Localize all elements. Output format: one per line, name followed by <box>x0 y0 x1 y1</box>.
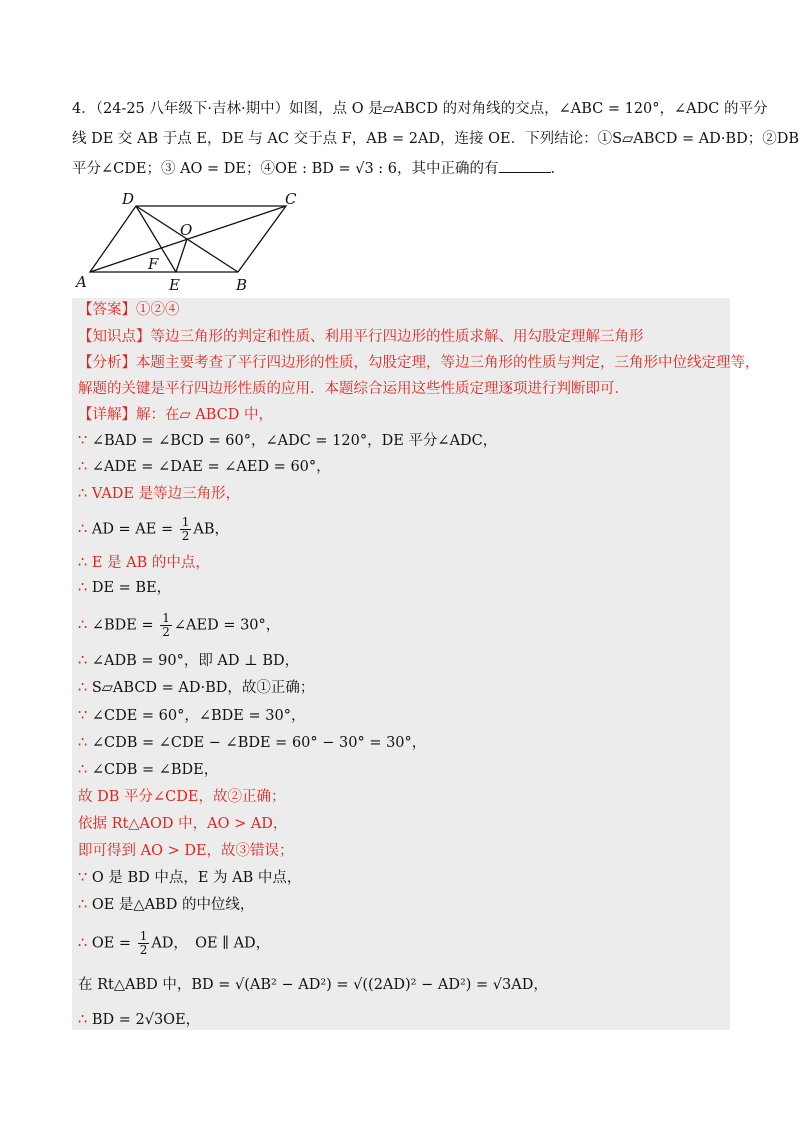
problem-statement <box>72 94 799 184</box>
parallelogram-figure <box>72 186 312 296</box>
label-f: F <box>148 255 159 273</box>
step-11: ∴ ∠CDB = ∠CDE − ∠BDE = 60° − 30° = 30°， <box>78 735 427 751</box>
step-9: ∴ S▱ABCD = AD·BD，故①正确； <box>78 680 315 696</box>
step-4: ∴ AD = AE = $\frac{1}{2}$ AB， <box>78 515 230 543</box>
step-16: ∵ O 是 BD 中点，E 为 AB 中点， <box>78 870 302 886</box>
step-19: 在 Rt△ABD 中，BD = √(AB² − AD²) = √((2AD)² − AD²) = √3AD， <box>78 977 548 993</box>
step-17: ∴ OE 是△ABD 的中位线， <box>78 897 255 913</box>
analysis-line-2: 解题的关键是平行四边形性质的应用．本题综合运用这些性质定理逐项进行判断即可． <box>78 381 629 397</box>
problem-line-3-text: 平分∠CDE；③ AO = DE；④OE : BD = √3 : 6，其中正确的有 <box>72 161 499 177</box>
fraction-half-3: $\frac{1}{2}$ <box>139 929 148 957</box>
step-20: ∴ BD = 2√3OE， <box>78 1012 201 1028</box>
step-1: ∵ ∠BAD = ∠BCD = 60°，∠ADC = 120°，DE 平分∠ADC， <box>78 433 498 449</box>
problem-line-1: 4．（24-25 八年级下·吉林·期中）如图，点 O 是▱ABCD 的对角线的交点，∠ABC = 120°，∠ADC 的平分 <box>72 101 768 117</box>
step-3: ∴ VADE 是等边三角形， <box>78 486 241 502</box>
step-13: 故 DB 平分∠CDE，故②正确； <box>78 789 286 805</box>
step-14: 依据 Rt△AOD 中，AO > AD， <box>78 816 288 832</box>
label-d: D <box>122 190 135 208</box>
detail-line: 【详解】解：在▱ ABCD 中， <box>78 407 273 423</box>
fraction-half: $\frac{1}{2}$ <box>181 515 190 543</box>
label-c: C <box>285 190 297 208</box>
segment-oe <box>176 239 187 272</box>
problem-line-3-end: ． <box>550 161 566 177</box>
step-8: ∴ ∠ADB = 90°，即 AD ⊥ BD， <box>78 653 300 669</box>
answer-line: 【答案】①②④ <box>78 302 180 318</box>
step-6: ∴ DE = BE， <box>78 580 172 596</box>
step-18: ∴ OE = $\frac{1}{2}$ AD， OE ∥ AD， <box>78 929 271 957</box>
step-12: ∴ ∠CDB = ∠BDE， <box>78 762 219 778</box>
knowledge-line: 【知识点】等边三角形的判定和性质、利用平行四边形的性质求解、用勾股定理解三角形 <box>78 329 644 345</box>
answer-blank <box>499 158 551 173</box>
problem-line-3 <box>72 154 732 184</box>
step-10: ∵ ∠CDE = 60°，∠BDE = 30°， <box>78 708 306 724</box>
label-b: B <box>236 276 248 294</box>
step-5: ∴ E 是 AB 的中点， <box>78 555 210 571</box>
step-15: 即可得到 AO > DE，故③错误； <box>78 843 294 859</box>
problem-line-2: 线 DE 交 AB 于点 E，DE 与 AC 交于点 F，AB = 2AD，连接 OE．下列结论：①S▱ABCD = AD·BD；②DB <box>72 131 799 147</box>
analysis-line-1: 【分析】本题主要考查了平行四边形的性质，勾股定理，等边三角形的性质与判定，三角形中位线定理等， <box>78 355 760 371</box>
label-e: E <box>169 276 180 294</box>
step-2: ∴ ∠ADE = ∠DAE = ∠AED = 60°， <box>78 459 331 475</box>
label-a: A <box>76 273 87 291</box>
step-7: ∴ ∠BDE = $\frac{1}{2}$ ∠AED = 30°， <box>78 611 281 639</box>
fraction-half-2: $\frac{1}{2}$ <box>162 611 170 639</box>
label-o: O <box>180 221 193 239</box>
